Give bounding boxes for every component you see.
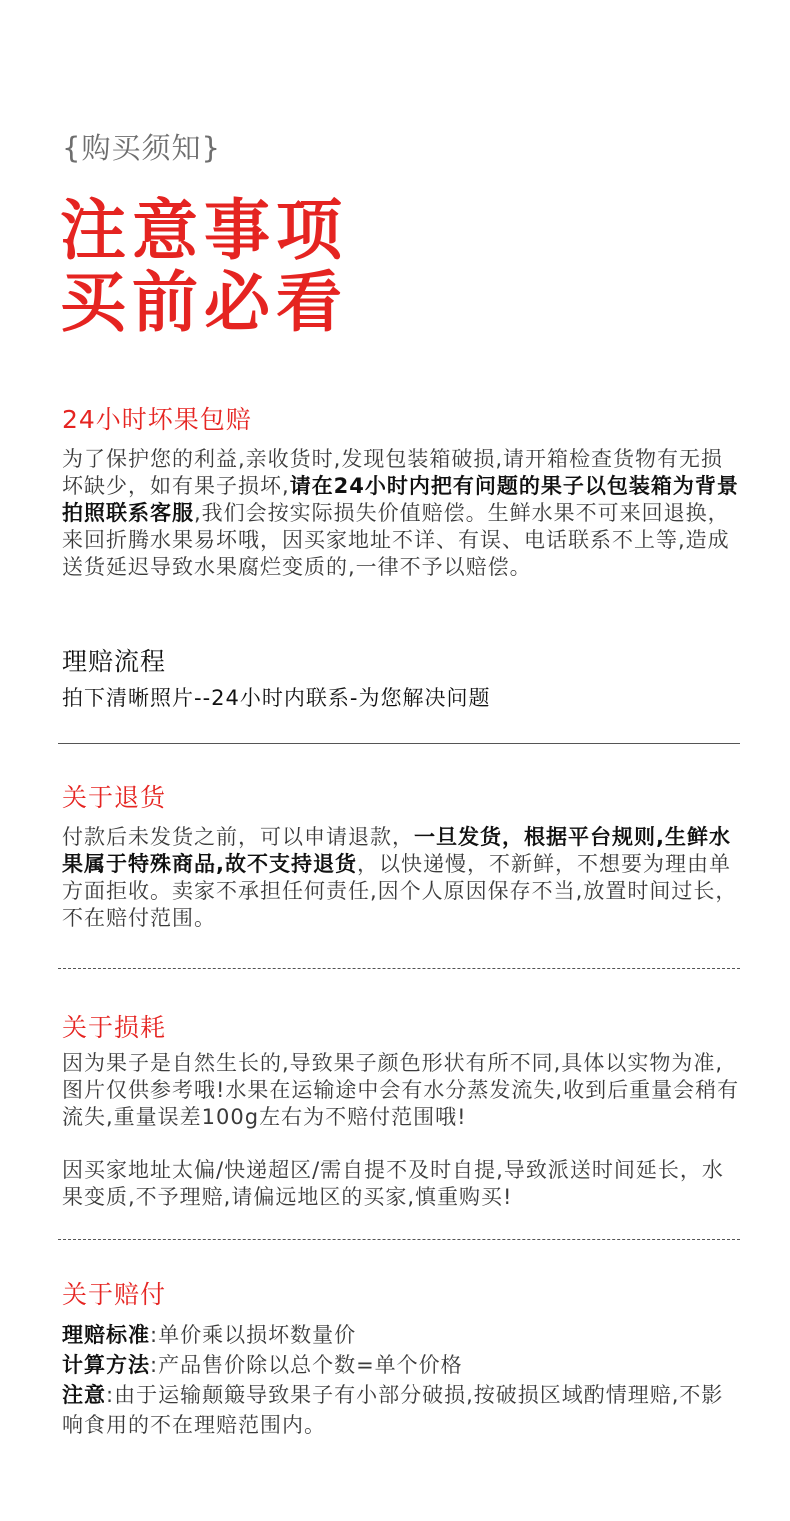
- section-title-compensation: 关于赔付: [62, 1280, 167, 1309]
- claim-process-title: 理赔流程: [62, 647, 167, 676]
- divider-dashed: [58, 1239, 740, 1240]
- main-title-line2: 买前必看: [60, 264, 348, 341]
- section-title-bad-fruit: 24小时坏果包赔: [62, 405, 252, 434]
- section-paragraph-loss-2: 因买家地址太偏/快递超区/需自提不及时自提,导致派送时间延长，水果变质,不予理赔,请偏远地区的买家,慎重购买!: [62, 1158, 724, 1209]
- section-paragraph-loss-1: 因为果子是自然生长的,导致果子颜色形状有所不同,具体以实物为准,图片仅供参考哦!水果在运输途中会有水分蒸发流失,收到后重量会稍有流失,重量误差100g左右为不赔付范围哦!: [62, 1051, 740, 1129]
- main-title-line1: 注意事项: [60, 192, 348, 269]
- divider: [58, 743, 740, 744]
- compensation-row: 理赔标准:单价乘以损坏数量价: [62, 1323, 357, 1347]
- section-title-loss: 关于损耗: [62, 1013, 167, 1042]
- divider-dashed: [58, 968, 740, 969]
- section-title-returns: 关于退货: [62, 783, 167, 812]
- claim-process-steps: 拍下清晰照片--24小时内联系-为您解决问题: [62, 686, 491, 710]
- section-paragraph-returns: 付款后未发货之前，可以申请退款，一旦发货，根据平台规则,生鲜水果属于特殊商品,故不支持退货，以快递慢，不新鲜，不想要为理由单方面拒收。卖家不承担任何责任,因个人原因保存不当,放置时间过长，不在赔付范围。: [62, 825, 738, 930]
- compensation-row: 计算方法:产品售价除以总个数=单个价格: [62, 1353, 463, 1377]
- compensation-list: [62, 1320, 742, 1440]
- section-paragraph-bad-fruit: 为了保护您的利益,亲收货时,发现包装箱破损,请开箱检查货物有无损坏缺少，如有果子损坏,请在24小时内把有问题的果子以包装箱为背景拍照联系客服,我们会按实际损失价值赔偿。生鲜水果不可来回退换，来回折腾水果易坏哦，因买家地址不详、有误、电话联系不上等,造成送货延迟导致水果腐烂变质的,一律不予以赔偿。: [62, 447, 739, 579]
- pretitle: {购买须知}: [62, 131, 221, 165]
- compensation-row: 注意:由于运输颠簸导致果子有小部分破损,按破损区域酌情理赔,不影响食用的不在理赔范围内。: [62, 1383, 724, 1437]
